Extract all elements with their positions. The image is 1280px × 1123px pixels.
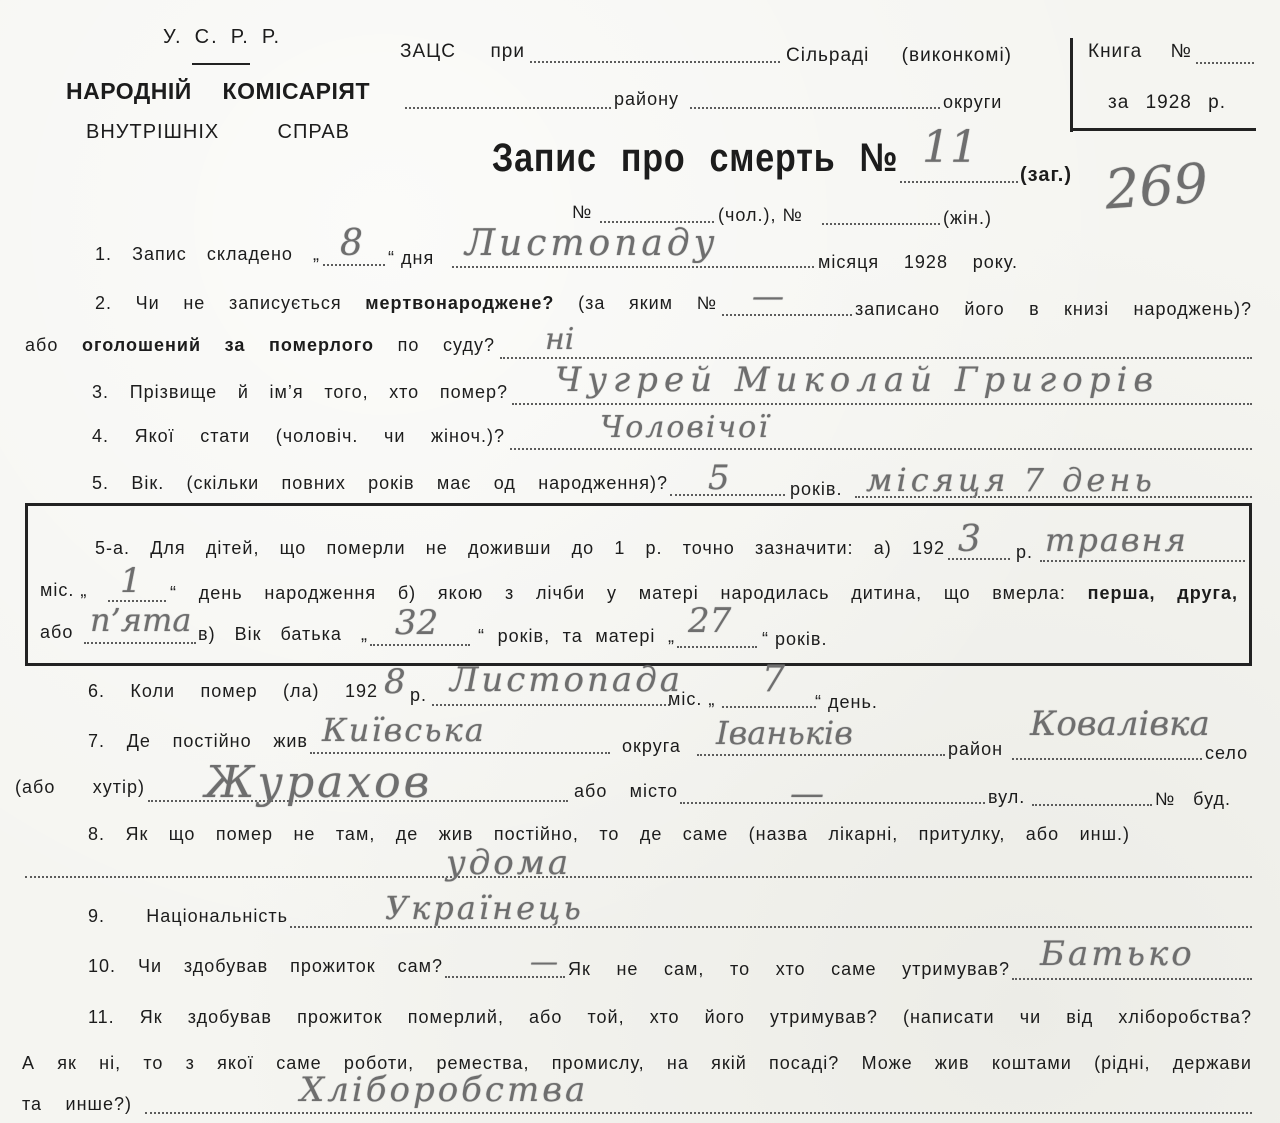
registry-fill-line	[530, 61, 780, 63]
q5a-father-fill-line	[370, 644, 470, 646]
q8-fill-line	[25, 876, 1252, 878]
q2-answer-fill-line	[500, 357, 1252, 359]
q2-question-line	[95, 292, 717, 314]
book-number-label: Книга №	[1088, 41, 1192, 62]
q5a-father-label: в) Вік батька „	[198, 624, 368, 644]
q7-okrug-label: округа	[622, 736, 681, 756]
okrug-label: округи	[943, 92, 1003, 112]
q4-label: 4. Якої стати (чоловіч. чи жіноч.)?	[92, 426, 505, 446]
q2-question-tail: записано його в книзі народжень)?	[855, 299, 1252, 319]
q6-year-handwritten: 8	[384, 662, 406, 702]
record-title: Запис про смерть №	[492, 136, 899, 180]
q5a-line1: 5-а. Для дітей, що померли не доживши до 1 р. точно зазначити: а) 192	[95, 538, 945, 558]
q1-month-handwritten: Листопаду	[465, 223, 719, 264]
q2-court-start: або	[25, 335, 59, 355]
q11-fill-line	[145, 1112, 1252, 1114]
number-label: №	[572, 202, 593, 222]
q1-day-fill-line	[323, 264, 385, 266]
q5a-order-handwritten: п’ята	[90, 601, 192, 639]
republic-heading: У. С. Р. Р.	[163, 26, 281, 48]
district-fill-line	[405, 107, 611, 109]
q8-label: 8. Як що помер не там, де жив постійно, то де саме (назва лікарні, притулку, або инш.)	[88, 824, 1130, 844]
q9-label: 9. Національність	[88, 906, 288, 926]
q2-court-line	[25, 334, 495, 356]
q10-label: 10. Чи здобував прожиток сам?	[88, 956, 443, 976]
q7-city-fill-line	[680, 802, 985, 804]
q7-city-handwritten: —	[790, 774, 824, 814]
q7-house-label: № буд.	[1155, 789, 1231, 809]
q3-label: 3. Прізвище й ім’я того, хто помер?	[92, 382, 508, 402]
q7-district-handwritten: Іваньків	[716, 714, 853, 752]
q5a-father-age-handwritten: 32	[395, 603, 439, 643]
q2-court-term: оголошений за померлого	[82, 335, 374, 355]
q2-court-end: по суду?	[397, 335, 495, 355]
q6-label: 6. Коли помер (ла) 192	[88, 681, 378, 701]
q2-number-handwritten: —	[752, 277, 784, 315]
q5a-mother-label: “ років, та матері „	[478, 626, 675, 646]
q5a-line2-text: “ день народження б) якою з лічби у матері народилась дитина, що вмерла:	[170, 583, 1066, 603]
q5a-or-label: або	[40, 622, 74, 642]
q7-district-label: район	[948, 739, 1004, 759]
q2-number-fill-line	[722, 314, 852, 316]
q1-month-fill-line	[452, 266, 814, 268]
q11-line3: та инше?)	[22, 1094, 132, 1114]
q6-year-suffix: р.	[410, 685, 428, 705]
q5a-year-suffix: р.	[1016, 542, 1034, 562]
q5-rest-handwritten: місяця 7 день	[866, 461, 1156, 499]
q4-sex-handwritten: Чоловічої	[600, 410, 770, 445]
margin-note-handwritten: 269	[1102, 151, 1211, 222]
q6-month-label: міс. „	[668, 689, 716, 709]
q5a-years-label: “ років.	[762, 629, 828, 649]
book-box-vertical-rule	[1070, 38, 1073, 132]
q6-month-handwritten: Листопада	[450, 660, 684, 700]
q5a-month-label: міс. „	[40, 580, 88, 600]
q7-village-handwritten: Ковалівка	[1030, 704, 1210, 744]
q5a-line2-options: перша, друга,	[1087, 583, 1238, 603]
book-year: за 1928 р.	[1108, 92, 1226, 113]
q4-fill-line	[510, 448, 1252, 450]
council-label: Сільраді (виконкомі)	[786, 45, 1012, 66]
q10-other-label: Як не сам, то хто саме утримував?	[568, 959, 1010, 979]
q5a-day-handwritten: 1	[120, 561, 142, 601]
male-number-label: (чол.), №	[718, 205, 803, 225]
q5-label: 5. Вік. (скільки повних років має од народження)?	[92, 473, 668, 493]
book-number-fill-line	[1196, 62, 1254, 64]
book-box-horizontal-rule	[1070, 128, 1256, 131]
q2-answer-handwritten: ні	[545, 322, 575, 357]
q1-day-handwritten: 8	[340, 223, 363, 264]
department-heading: ВНУТРІШНІХ СПРАВ	[86, 121, 350, 143]
q5-years-handwritten: 5	[708, 458, 730, 498]
q1-prefix: 1. Запис складено „	[95, 244, 320, 264]
q5a-order-fill-line	[84, 642, 196, 644]
q7-okrug-fill-line	[310, 752, 610, 754]
q3-fill-line	[512, 403, 1252, 405]
district-label: району	[614, 89, 680, 109]
q5a-year-handwritten: 3	[958, 519, 981, 560]
female-number-label: (жін.)	[943, 208, 992, 228]
q11-line1: 11. Як здобував прожиток померлий, або той, хто його утримував? (написати чи від хліборобства?	[88, 1007, 1252, 1027]
q9-nationality-handwritten: Українець	[385, 889, 584, 927]
q11-line2: А як ні, то з якої саме роботи, ремества, промислу, на якій посаді? Може жив коштами (рідні, держави	[22, 1053, 1252, 1073]
q1-suffix: місяця 1928 року.	[818, 252, 1018, 272]
q5a-month-fill-line	[1040, 560, 1245, 562]
q6-day-handwritten: 7	[762, 659, 785, 700]
q10-supporter-handwritten: Батько	[1040, 934, 1195, 974]
q10-supporter-fill-line	[1012, 978, 1252, 980]
q7-village-fill-line	[1012, 758, 1202, 760]
q7-street-fill-line	[1032, 804, 1152, 806]
record-number-handwritten: 11	[922, 122, 978, 173]
registry-prefix: ЗАЦС при	[400, 41, 525, 62]
q11-occupation-handwritten: Хліборобства	[300, 1070, 589, 1110]
q2-stillborn-term: мертвонароджене?	[365, 293, 555, 313]
record-number-fill-line	[900, 181, 1018, 183]
q7-label: 7. Де постійно жив	[88, 731, 308, 751]
q5a-mother-age-handwritten: 27	[688, 601, 732, 641]
q7-hamlet-label: (або хутір)	[15, 777, 145, 797]
q6-day-fill-line	[722, 706, 816, 708]
q7-hamlet-handwritten: Журахов	[205, 757, 433, 808]
q2-text-end: (за яким №	[578, 293, 718, 313]
q6-day-label: “ день.	[815, 692, 878, 712]
record-number-suffix: (заг.)	[1020, 164, 1073, 186]
q5a-month-handwritten: травня	[1045, 521, 1188, 559]
q5-years-label: років.	[790, 479, 843, 499]
q10-self-handwritten: —	[530, 945, 558, 978]
q7-street-label: вул.	[988, 787, 1026, 807]
q7-city-label: або місто	[574, 781, 678, 801]
q7-district-fill-line	[697, 754, 945, 756]
female-number-fill-line	[822, 223, 940, 225]
q8-place-handwritten: удома	[446, 843, 572, 883]
commissariat-heading: НАРОДНІЙ КОМІСАРІЯТ	[66, 78, 370, 104]
republic-underline	[192, 63, 250, 65]
okrug-fill-line	[690, 107, 940, 109]
q7-village-label: село	[1205, 743, 1249, 763]
q6-month-fill-line	[432, 704, 670, 706]
q5a-mother-fill-line	[677, 646, 757, 648]
q2-text-start: 2. Чи не записується	[95, 293, 342, 313]
q1-day-close: “ дня	[388, 248, 435, 268]
q3-deceased-name-handwritten: Чугрей Миколай Григорів	[555, 360, 1160, 400]
q7-okrug-handwritten: Київська	[322, 711, 486, 749]
